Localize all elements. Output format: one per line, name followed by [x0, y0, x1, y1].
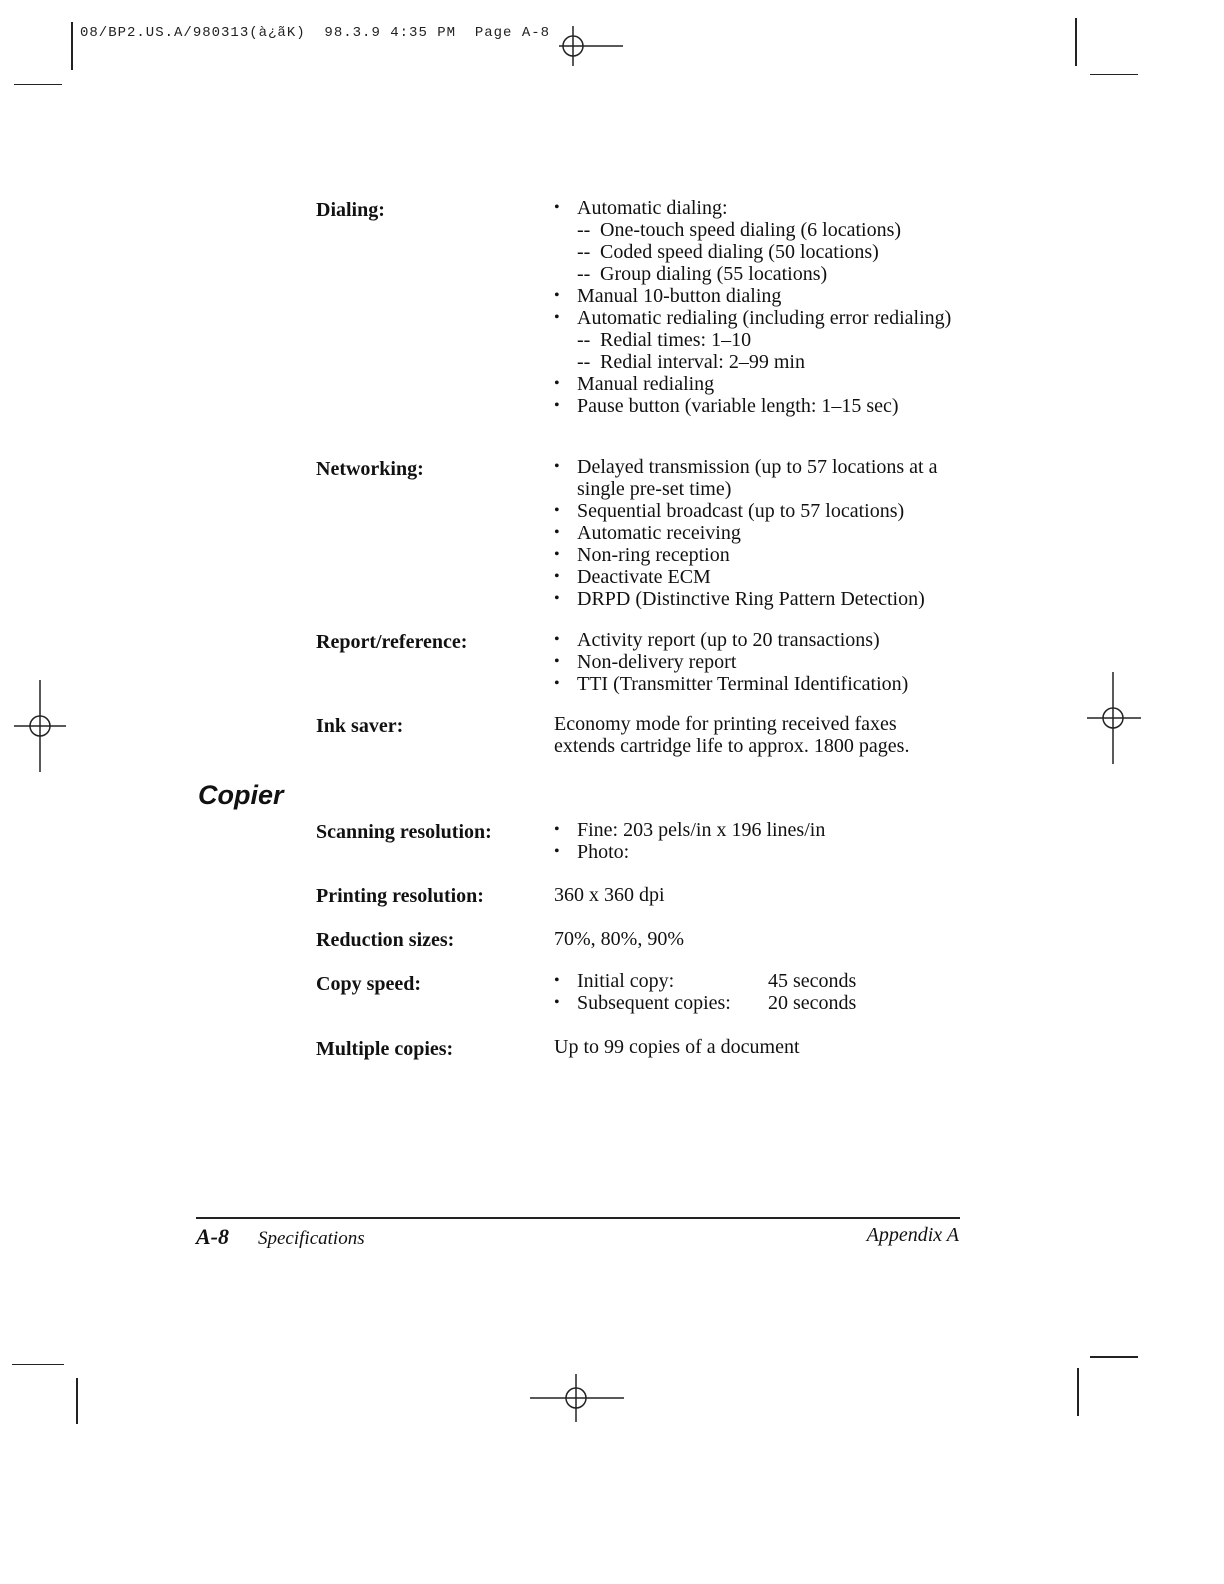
sub-item: -- Redial interval: 2–99 min — [577, 351, 954, 373]
list-item: • DRPD (Distinctive Ring Pattern Detection) — [554, 588, 954, 610]
report-value — [554, 629, 974, 695]
registration-mark-icon — [555, 20, 625, 70]
list-item: • Delayed transmission (up to 57 locations at a single pre-set time) — [554, 456, 954, 500]
dialing-value — [554, 197, 954, 417]
copy-speed-list — [554, 970, 954, 1014]
report-list — [554, 629, 974, 695]
crop-mark — [1090, 1356, 1138, 1358]
crop-mark — [1090, 74, 1138, 75]
crop-mark — [71, 22, 73, 70]
crop-mark — [76, 1378, 78, 1424]
section-heading-copier: Copier — [198, 780, 284, 810]
sub-item: -- One-touch speed dialing (6 locations) — [577, 219, 954, 241]
list-item: • Non-ring reception — [554, 544, 954, 566]
footer-appendix: Appendix A — [866, 1224, 959, 1246]
scanning-value — [554, 819, 954, 863]
list-item: • Pause button (variable length: 1–15 sec) — [554, 395, 954, 417]
multiple-text: Up to 99 copies of a document — [554, 1036, 800, 1058]
registration-mark-icon — [10, 678, 70, 774]
list-item-text: Automatic dialing: — [577, 197, 728, 219]
list-item: • TTI (Transmitter Terminal Identification) — [554, 673, 974, 695]
list-item: • Activity report (up to 20 transactions) — [554, 629, 974, 651]
list-item: • Manual redialing — [554, 373, 954, 395]
list-item — [554, 197, 954, 285]
dialing-list — [554, 197, 954, 417]
list-item — [554, 307, 954, 373]
copy-speed-label: Copy speed: — [316, 973, 422, 995]
sub-item: -- Group dialing (55 locations) — [577, 263, 954, 285]
sub-list — [577, 219, 954, 285]
sub-list — [577, 329, 954, 373]
sub-item: -- Redial times: 1–10 — [577, 329, 954, 351]
list-item: • Photo: — [554, 841, 954, 863]
footer-rule — [196, 1217, 960, 1219]
crop-mark — [14, 84, 62, 85]
speed-name: Initial copy: — [577, 970, 675, 992]
networking-label: Networking: — [316, 458, 424, 480]
crop-mark — [1075, 18, 1077, 66]
printing-label: Printing resolution: — [316, 885, 484, 907]
speed-value: 20 seconds — [768, 992, 857, 1014]
speed-value: 45 seconds — [768, 970, 857, 992]
list-item: • Manual 10-button dialing — [554, 285, 954, 307]
print-header: 08/BP2.US.A/980313(à¿ãK) 98.3.9 4:35 PM Page A-8 — [80, 25, 551, 41]
registration-mark-icon — [528, 1370, 628, 1424]
list-item — [554, 970, 954, 992]
list-item: • Automatic receiving — [554, 522, 954, 544]
speed-name: Subsequent copies: — [577, 992, 731, 1014]
ink-saver-text: Economy mode for printing received faxes extends cartridge life to approx. 1800 pages. — [554, 713, 910, 757]
footer-section-title: Specifications — [258, 1228, 365, 1249]
footer-page-number: A-8 — [196, 1224, 229, 1249]
crop-mark — [12, 1364, 64, 1365]
copy-speed-value — [554, 970, 954, 1014]
list-item-text: Automatic redialing (including error redialing) — [577, 307, 952, 329]
scanning-label: Scanning resolution: — [316, 821, 492, 843]
crop-mark — [1077, 1368, 1079, 1416]
networking-value — [554, 456, 954, 610]
scanning-list — [554, 819, 954, 863]
list-item: • Non-delivery report — [554, 651, 974, 673]
dialing-label: Dialing: — [316, 199, 385, 221]
list-item — [554, 992, 954, 1014]
reduction-text: 70%, 80%, 90% — [554, 928, 684, 950]
printing-text: 360 x 360 dpi — [554, 884, 665, 906]
list-item: • Fine: 203 pels/in x 196 lines/in — [554, 819, 954, 841]
multiple-label: Multiple copies: — [316, 1038, 454, 1060]
sub-item: -- Coded speed dialing (50 locations) — [577, 241, 954, 263]
reduction-label: Reduction sizes: — [316, 929, 455, 951]
report-label: Report/reference: — [316, 631, 468, 653]
networking-list — [554, 456, 954, 610]
list-item: • Sequential broadcast (up to 57 locations) — [554, 500, 954, 522]
list-item: • Deactivate ECM — [554, 566, 954, 588]
ink-saver-label: Ink saver: — [316, 715, 404, 737]
registration-mark-icon — [1085, 670, 1145, 766]
